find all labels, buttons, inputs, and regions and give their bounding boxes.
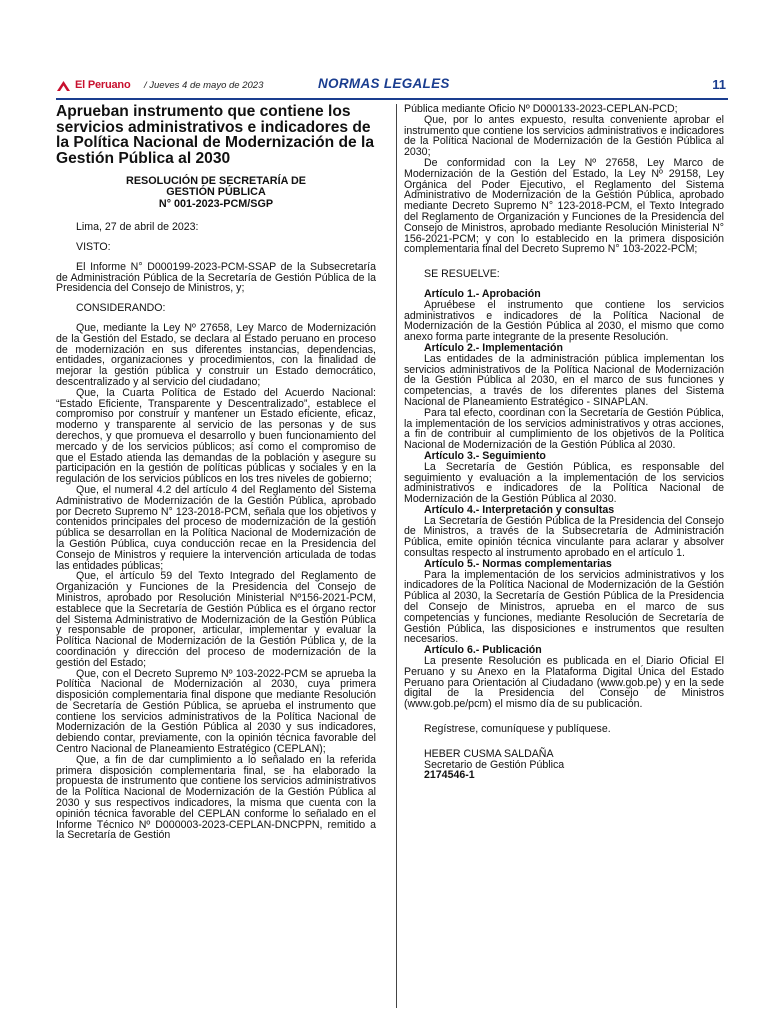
article-heading: Artículo 5.- Normas complementarias <box>424 557 612 570</box>
left-column <box>56 104 376 841</box>
article-heading: Artículo 4.- Interpretación y consultas <box>424 503 615 516</box>
signer-title: Secretario de Gestión Pública <box>424 758 565 771</box>
article-heading: Artículo 3.- Seguimiento <box>424 449 546 462</box>
resolution-heading <box>56 176 376 210</box>
brand-name: El Peruano <box>75 79 131 91</box>
article-heading: Artículo 6.- Publicación <box>424 644 542 657</box>
visto-text: El Informe N° D000199-2023-PCM-SSAP de la Subsecretaría de Administración Pública de la Secretaría de Gestión Pública de la Presidencia del Consejo de Ministros, y; <box>56 260 376 295</box>
considerando-paragraph: Que, mediante la Ley Nº 27658, Ley Marco de Modernización de la Gestión del Estado, se declara al Estado peruano en proceso de modernización en sus diferentes instancias, dependencias, entidades, organizaciones y procedimientos, con la finalidad de mejorar la gestión pública y construir un Estado democrático, descentralizado y al servicio del ciudadano; <box>56 322 376 388</box>
document-title: Aprueban instrumento que contiene los servicios administrativos e indicadores de la Política Nacional de Modernización de la Gestión Pública al 2030 <box>56 103 375 167</box>
page-header <box>56 76 728 98</box>
publication-code: 2174546-1 <box>424 769 475 782</box>
considerando-paragraph: De conformidad con la Ley Nº 27658, Ley Marco de Modernización de la Gestión del Estado, la Ley Nº 29158, Ley Orgánica del Poder Ejecutivo, el Reglamento del Sistema Administrativo de Modernización de la Gestión Pública, aprobado mediante Decreto Supremo N° 123-2018-PCM, el Texto Integrado del Reglamento de Organización y Funciones de la Presidencia del Consejo de Ministros, aprobado mediante Resolución Ministerial N° 156-2021-PCM; y con lo establecido en la primera disposición complementaria final del Decreto Supremo N° 103-2022-PCM; <box>404 156 724 256</box>
article-paragraph: Para tal efecto, coordinan con la Secretaría de Gestión Pública, la implementación de los servicios administrativos y otras acciones, a fin de contribuir al cumplimiento de los objetivos de la Política Nacional de Modernización de la Gestión Pública al 2030. <box>404 406 724 452</box>
resolution-number: N° 001-2023-PCM/SGP <box>158 197 274 210</box>
article-heading: Artículo 1.- Aprobación <box>424 287 541 300</box>
considerando-paragraph: Que, el artículo 59 del Texto Integrado del Reglamento de Organización y Funciones de la Presidencia del Consejo de Ministros, aprobado por Resolución Ministerial Nº156-2021-PCM, establece que la Secretaría de Gestión Pública es el órgano rector del Sistema Administrativo de Modernización de la Gestión Pública y responsable de proponer, articular, implementar y evaluar la Política Nacional de Modernización de la Gestión Pública y, de la coordinación y dirección del proceso de modernización de la gestión del Estado; <box>56 570 376 669</box>
considerando-paragraph: Que, el numeral 4.2 del artículo 4 del Reglamento del Sistema Administrativo de Modernización de la Gestión Pública, aprobado por Decreto Supremo N° 123-2018-PCM, señala que los objetivos y contenidos principales del proceso de modernización de la gestión pública se desarrollan en la Política Nacional de Modernización de la Gestión Pública, cuya conducción recae en la Presidencia del Consejo de Ministros y requiere la intervención articulada de todas las entidades públicas; <box>56 483 376 572</box>
place-date: Lima, 27 de abril de 2023: <box>76 221 199 234</box>
resuelve-heading: SE RESUELVE: <box>424 268 500 281</box>
section-title: NORMAS LEGALES <box>318 76 450 91</box>
issue-date: / Jueves 4 de mayo de 2023 <box>144 80 264 91</box>
page-number: 11 <box>712 77 726 92</box>
considerando-paragraph: Que, la Cuarta Política de Estado del Acuerdo Nacional: “Estado Eficiente, Transparente y Descentralizado”, establece el compromiso por construir y mantener un Estado eficiente, eficaz, moderno y transparente al servicio de las personas y de sus derechos, y que promueva el desarrollo y buen funcionamiento del mercado y de los servicios públicos; así como el compromiso de que el Estado atienda las demandas de la población y asegure su participación en la gestión de políticas públicas y sociales y en la regulación de los servicios públicos en los tres niveles de gobierno; <box>56 386 376 486</box>
article-paragraph: Para la implementación de los servicios administrativos y los indicadores de la Política Nacional de Modernización de la Gestión Pública al 2030, la Secretaría de Gestión Pública de la Presidencia del Consejo de Ministros, aprueba en el marco de sus competencias y funciones, mediante Resolución de Secretaría de Gestión Pública, las disposiciones e instrumentos que resulten necesarios. <box>404 568 724 646</box>
article-heading: Artículo 2.- Implementación <box>424 341 563 354</box>
visto-heading: VISTO: <box>76 241 111 254</box>
article-paragraph: Apruébese el instrumento que contiene los servicios administrativos e indicadores de la Política Nacional de Modernización de la Gestión Pública al 2030, el mismo que como anexo forma parte integrante de la presente Resolución. <box>404 298 724 344</box>
article-paragraph: La Secretaría de Gestión Pública de la Presidencia del Consejo de Ministros, a través de la Subsecretaría de Administración Pública, emite opinión técnica vinculante para aclarar y absolver consultas respecto al instrumento aprobado en el artículo 1. <box>404 514 724 560</box>
right-column <box>404 104 724 781</box>
considerando-paragraph: Que, por lo antes expuesto, resulta conveniente aprobar el instrumento que contiene los servicios administrativos e indicadores de la Política Nacional de Modernización de la Gestión Pública al 2030; <box>404 113 724 159</box>
closing-formula: Regístrese, comuníquese y publíquese. <box>424 723 611 736</box>
signer-name: HEBER CUSMA SALDAÑA <box>424 747 554 760</box>
resolution-line: RESOLUCIÓN DE SECRETARÍA DE <box>126 175 306 187</box>
continuation-paragraph: Pública mediante Oficio Nº D000133-2023-CEPLAN-PCD; <box>404 103 678 115</box>
header-rule <box>56 98 728 100</box>
column-divider <box>396 104 397 1008</box>
article-paragraph: La Secretaría de Gestión Pública, es responsable del seguimiento y evaluación a la implementación de los servicios administrativos e indicadores de la Política Nacional de Modernización de la Gestión Pública al 2030. <box>404 460 724 506</box>
article-paragraph: Las entidades de la administración pública implementan los servicios administrativos de la Política Nacional de Modernización de la Gestión Pública al 2030, en el marco de sus funciones y competencias, a través de los diferentes planes del Sistema Nacional de Planeamiento Estratégico - SINAPLAN. <box>404 352 724 408</box>
resolution-line: GESTIÓN PÚBLICA <box>166 186 266 199</box>
considerando-paragraph: Que, con el Decreto Supremo Nº 103-2022-PCM se aprueba la Política Nacional de Modernización al 2030, cuya primera disposición complementaria final dispone que mediante Resolución de Secretaría de Gestión Pública, se aprueba el instrumento que contiene los servicios administrativos de la Política Nacional de Modernización de la Gestión Pública al 2030 y sus indicadores, debiendo contar, previamente, con la opinión técnica favorable del Centro Nacional de Planeamiento Estratégico (CEPLAN); <box>56 667 376 756</box>
considerando-heading: CONSIDERANDO: <box>76 302 166 315</box>
el-peruano-logo-icon <box>56 80 71 92</box>
considerando-paragraph: Que, a fin de dar cumplimiento a lo señalado en la referida primera disposición complementaria final, se ha elaborado la propuesta de instrumento que contiene los servicios administrativos de la Política Nacional de Modernización de la Gestión Pública al 2030 y sus respectivos indicadores, la misma que cuenta con la opinión técnica favorable del CEPLAN conforme lo señalado en el Informe Técnico Nº D000003-2023-CEPLAN-DNCPPN, remitido a la Secretaría de Gestión <box>56 753 376 842</box>
article-paragraph: La presente Resolución es publicada en el Diario Oficial El Peruano y su Anexo en la Plataforma Digital Única del Estado Peruano para Orientación al Ciudadano (www.gob.pe) y en la sede digital de la Presidencia del Consejo de Ministros (www.gob.pe/pcm) el mismo día de su publicación. <box>404 655 724 711</box>
